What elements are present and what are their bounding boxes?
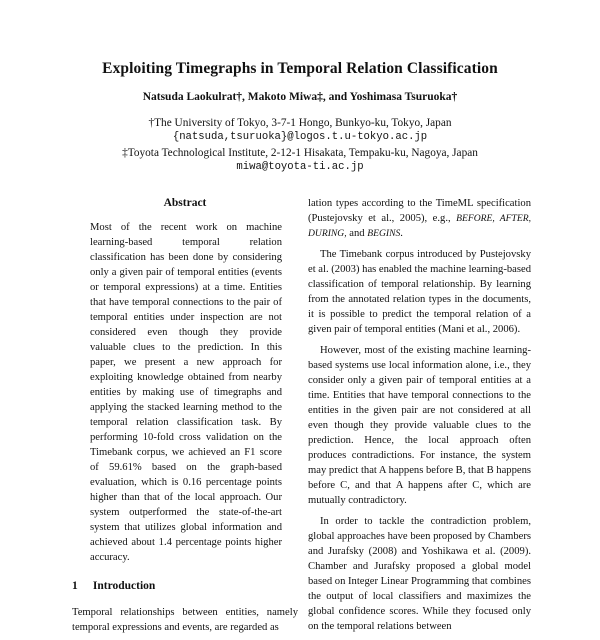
right-column [308,196,531,640]
right-paragraph-3: However, most of the existing machine learning-based systems use local information alone, i.e., they consider only a given pair of temporal entities at a time. Entities that have temporal connections to the entities in the given pair are not considered at all even though they provide valuable clues to the prediction. Hence, the local approach often produces contradictions. For instance, the system may predict that A happens before B, that B happens before C, and that A happens after C, which are mutually contradictory. [308,345,532,506]
right-paragraph-1 [308,196,531,241]
relation-examples: BEFORE, AFTER, DURING, [308,213,531,239]
paper-authors: Natsuda Laokulrat†, Makoto Miwa‡, and Yoshimasa Tsuruoka† [142,91,458,103]
affiliation-1-email: {natsuda,tsuruoka}@logos.t.u-tokyo.ac.jp [172,131,428,143]
abstract-text: Most of the recent work on machine learning-based temporal relation classification has been done by considering only a given pair of temporal entities (events or temporal expressions) at a time. Entities that have temporal connections to the pair of temporal entities under inspection are not considered even though they provide valuable clues to the prediction. In this paper, we present a new approach for exploiting knowledge obtained from nearby entities by making use of timegraphs and applying the stacked learning method to the temporal relation classification task. By performing 10-fold cross validation on the Timebank corpus, we achieved an F1 score of 59.61% based on the graph-based evaluation, which is 0.16 percentage points higher than that of the local approach. Our system outperformed the state-of-the-art system that utilizes global information and achieved about 1.4 percentage points higher accuracy. [90,222,282,563]
affiliation-2 [0,146,600,174]
right-p1-text: lation types according to the TimeML specification (Pustejovsky et al., 2005), e.g., [308,198,531,224]
abstract-body [90,220,282,565]
section-heading [72,579,298,593]
intro-paragraph: Temporal relationships between entities, namely temporal expressions and events, are regarded as [72,607,298,633]
affiliation-1 [0,116,600,144]
affiliation-2-email: miwa@toyota-ti.ac.jp [236,161,364,173]
left-column [72,196,298,635]
right-paragraph-2: The Timebank corpus introduced by Pustejovsky et al. (2003) has enabled the machine learning-based classification of temporal relationship. By learning from the annotated relation types in the documents, it is possible to predict the temporal relation of a given pair of temporal entities (Mani et al., 2006). [308,249,531,335]
section-title: Introduction [92,580,156,592]
right-paragraph-4: In order to tackle the contradiction problem, global approaches have been proposed by Chambers and Jurafsky (2008) and Yoshikawa et al. (2009). Chamber and Jurafsky proposed a global model based on Integer Linear Programming that combines the output of local classifiers and maximizes the global confidence scores. While they focused only on the temporal relations between [308,516,531,632]
affiliation-2-line: ‡Toyota Technological Institute, 2-12-1 Hisakata, Tempaku-ku, Nagoya, Japan [122,147,478,159]
right-p1-and: and [346,228,368,239]
affiliation-1-line: †The University of Tokyo, 3-7-1 Hongo, Bunkyo-ku, Tokyo, Japan [148,117,452,129]
section-number: 1 [72,580,78,592]
abstract-heading: Abstract [163,197,207,209]
right-p1-end: . [400,228,403,239]
relation-example-last: BEGINS [367,228,401,239]
paper-title: Exploiting Timegraphs in Temporal Relation Classification [102,60,498,77]
